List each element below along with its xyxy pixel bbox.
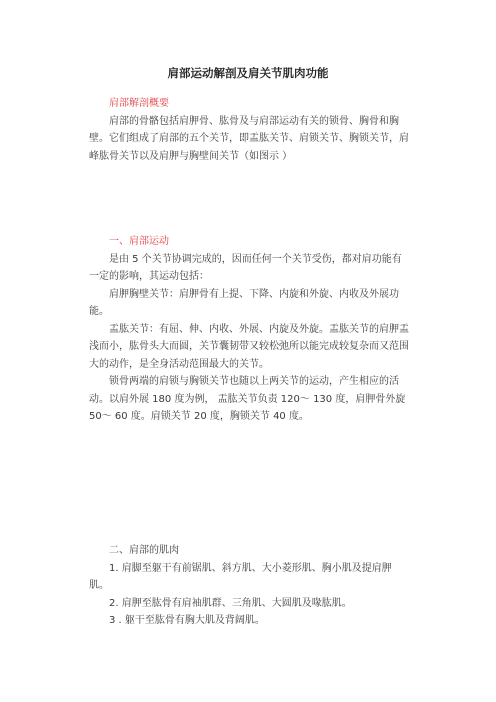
page-title: 肩部运动解剖及肩关节肌肉功能 [167, 66, 329, 80]
clavicle-paragraph: 锁骨两端的肩锁与胸锁关节也随以上两关节的运动，产生相应的活动。以肩外展 180 度为例， 盂肱关节负责 120～ 130 度，肩胛骨外旋 50～ 60 度。肩锁关节 20 度，胸锁关节 40 度。 [89, 376, 406, 422]
anatomy-paragraph: 肩部的骨骼包括肩胛骨、肱骨及与肩部运动有关的锁骨、胸骨和胸壁。它们组成了肩部的五个关节，即盂肱关节、肩锁关节、胸锁关节，肩峰肱骨关节以及肩胛与胸壁间关节（如图示 ） [89, 115, 409, 162]
muscles-heading: 二、肩部的肌肉 [109, 545, 179, 556]
muscles-item-1: 1. 肩脚至躯干有前锯肌、斜方肌、大小菱形肌、胸小肌及提肩胛肌。 [89, 562, 392, 591]
scapulothoracic-paragraph: 肩胛胸壁关节：肩胛骨有上提、下降、内旋和外旋、内收及外展功能。 [89, 288, 399, 317]
motion-heading: 一、肩部运动 [109, 236, 169, 247]
motion-intro: 是由 5 个关节协调完成的，因而任何一个关节受伤，都对肩功能有一定的影响，其运动包括： [89, 253, 402, 282]
anatomy-section [89, 95, 409, 165]
muscles-item-2: 2. 肩胛至肱骨有肩袖肌群、三角肌、大圆肌及喙肱肌。 [109, 597, 352, 609]
muscles-item-3: 3 . 躯干至肱骨有胸大肌及背阔肌。 [109, 615, 265, 626]
anatomy-heading: 肩部解剖概要 [109, 98, 169, 109]
motion-section [89, 233, 409, 426]
glenohumeral-paragraph: 盂肱关节：有屈、伸、内收、外展、内旋及外旋。盂肱关节的肩胛盂浅而小，肱骨头大而圆，关节囊韧带又较松弛所以能完成较复杂而又范围大的动作，是全身活动范围最大的关节。 [89, 323, 409, 370]
muscles-section [89, 542, 409, 630]
